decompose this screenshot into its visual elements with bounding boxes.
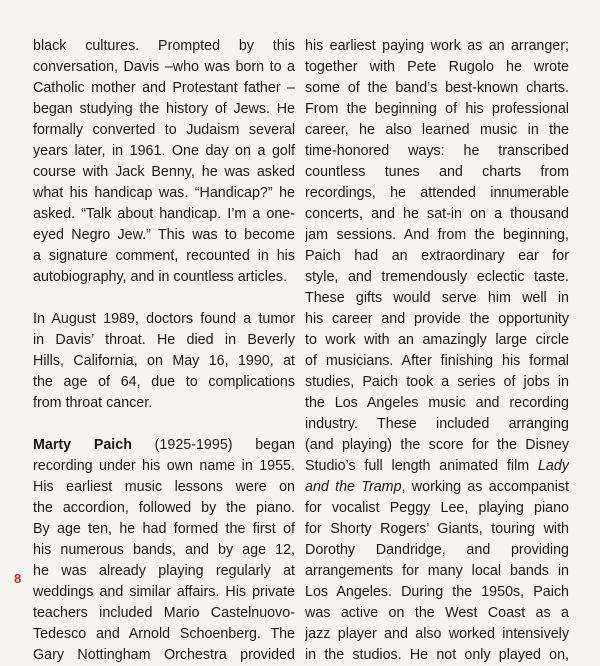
text-line bbox=[33, 435, 295, 456]
text-line: his career and provide the opportunity bbox=[305, 311, 569, 327]
text-line: formally converted to Judaism several bbox=[33, 122, 295, 138]
text-line: In August 1989, doctors found a tumor bbox=[33, 311, 295, 327]
text-line: conversation, Davis –who was born to a bbox=[33, 59, 295, 75]
text-run: , working as accompanist bbox=[401, 479, 569, 495]
text-line: career, he also learned music in the bbox=[305, 122, 569, 138]
text-line: began studying the history of Jews. He bbox=[33, 101, 295, 117]
text-line: jazz player and also worked intensively bbox=[305, 626, 569, 642]
text-line: time-honored ways: he transcribed bbox=[305, 143, 569, 159]
text-line: to work with an amazingly large circle bbox=[305, 332, 569, 348]
text-run: Studio’s full length animated film bbox=[305, 458, 538, 474]
text-line: Dorothy Dandridge, and providing bbox=[305, 542, 569, 558]
paragraph-gap bbox=[33, 288, 295, 309]
text-line: of musicians. After finishing his formal bbox=[305, 353, 569, 369]
text-line: the Los Angeles music and recording bbox=[305, 395, 569, 411]
text-line: (and playing) the score for the Disney bbox=[305, 437, 569, 453]
text-line: arrangements for many local bands in bbox=[305, 563, 569, 579]
artist-name: Marty Paich bbox=[33, 437, 132, 453]
left-column bbox=[33, 36, 295, 666]
text-line: Los Angeles. During the 1950s, Paich bbox=[305, 584, 569, 600]
text-line: black cultures. Prompted by this bbox=[33, 38, 295, 54]
paragraph-gap bbox=[33, 414, 295, 435]
text-line: By age ten, he had formed the first of bbox=[33, 521, 295, 537]
text-line: eyed Negro Jew.” This was to become bbox=[33, 227, 295, 243]
text-line: style, and tremendously eclectic taste. bbox=[305, 269, 569, 285]
text-line: Gary Nottingham Orchestra provided bbox=[33, 647, 295, 663]
text-run: (1925-1995) began bbox=[131, 437, 295, 453]
text-line: his numerous bands, and by age 12, bbox=[33, 542, 295, 558]
text-line: the age of 64, due to complications bbox=[33, 374, 295, 390]
text-line: countless tunes and charts from bbox=[305, 164, 569, 180]
text-line: for Shorty Rogers’ Giants, touring with bbox=[305, 521, 569, 537]
text-line: teachers included Mario Castelnuovo- bbox=[33, 605, 295, 621]
text-line: weddings and similar affairs. His private bbox=[33, 584, 295, 600]
text-line: years later, in 1961. One day on a golf bbox=[33, 143, 295, 159]
text-line: From the beginning of his professional bbox=[305, 101, 569, 117]
text-line: in Davis’ throat. He died in Beverly bbox=[33, 332, 295, 348]
text-line: from throat cancer. bbox=[33, 395, 153, 411]
film-title: and the Tramp bbox=[305, 479, 402, 495]
text-line: Paich had an extraordinary ear for bbox=[305, 248, 569, 264]
text-line: course with Jack Benny, he was asked bbox=[33, 164, 295, 180]
text-line: a signature comment, recounted in his bbox=[33, 248, 295, 264]
text-line: the accordion, followed by the piano. bbox=[33, 500, 295, 516]
page-number: 8 bbox=[14, 571, 22, 586]
text-line: concerts, and he sat-in on a thousand bbox=[305, 206, 569, 222]
text-line: in the studios. He not only played on, bbox=[305, 647, 569, 663]
text-line: what his handicap was. “Handicap?” he bbox=[33, 185, 295, 201]
text-line: some of the band’s best-known charts. bbox=[305, 80, 569, 96]
text-line: Catholic mother and Protestant father – bbox=[33, 80, 295, 96]
text-line: industry. These included arranging bbox=[305, 416, 569, 432]
text-line: he was already playing regularly at bbox=[33, 563, 295, 579]
paragraph-davis-death bbox=[33, 309, 295, 414]
text-line: was active on the West Coast as a bbox=[305, 605, 569, 621]
film-title: Lady bbox=[537, 458, 569, 474]
text-line: together with Pete Rugolo he wrote bbox=[305, 59, 569, 75]
text-line: Hills, California, on May 16, 1990, at bbox=[33, 353, 295, 369]
text-line: Tedesco and Arnold Schoenberg. The bbox=[33, 626, 295, 642]
text-line: These gifts would serve him well in bbox=[305, 290, 569, 306]
text-line: for vocalist Peggy Lee, playing piano bbox=[305, 500, 569, 516]
text-line: asked. “Talk about handicap. I’m a one- bbox=[33, 206, 295, 222]
text-line: studies, Paich took a series of jobs in bbox=[305, 374, 569, 390]
text-line: His earliest music lessons were on bbox=[33, 479, 295, 495]
text-line: jam sessions. And from the beginning, bbox=[305, 227, 569, 243]
paragraph-marty-paich bbox=[33, 435, 295, 666]
text-line: recordings, he attended innumerable bbox=[305, 185, 569, 201]
right-column bbox=[305, 36, 569, 666]
text-line bbox=[305, 456, 569, 477]
text-line: recording under his own name in 1955. bbox=[33, 458, 295, 474]
text-line: his earliest paying work as an arranger; bbox=[305, 38, 569, 54]
text-line: autobiography, and in countless articles. bbox=[33, 269, 288, 285]
text-line bbox=[305, 477, 569, 498]
paragraph-davis-judaism bbox=[33, 36, 295, 288]
